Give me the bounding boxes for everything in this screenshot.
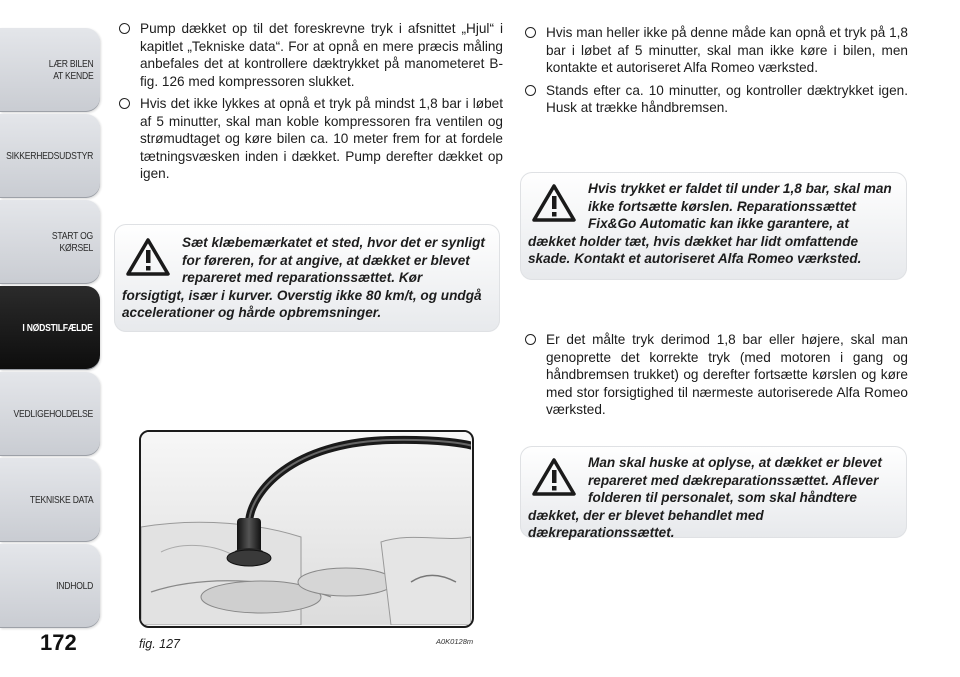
tab-indhold[interactable]: [0, 544, 100, 628]
tab-laer-bilen-at-kende[interactable]: [0, 28, 100, 112]
warning-text: Sæt klæbemærkatet et sted, hvor det er synligt for føreren, for at angive, at dækket er blevet repareret med reparationssættet. Kør forsigtigt, især i kurver. Overstig ikke 80 km/t, og undgå accelerationer og hårde opbremsninger.: [122, 235, 485, 320]
list-item: [117, 95, 503, 183]
tab-i-nodstilfaelde[interactable]: [0, 286, 100, 370]
bullet-icon: [525, 334, 536, 345]
tab-label: SIKKERHEDSUDSTYR: [6, 149, 93, 162]
list-item: [523, 82, 908, 117]
bullet-icon: [119, 23, 130, 34]
tab-label: I NØDSTILFÆLDE: [22, 321, 93, 334]
chapter-sidebar: [0, 0, 103, 677]
list-item-text: Stands efter ca. 10 minutter, og kontroller dæktrykket igen. Husk at trække håndbremsen.: [546, 82, 908, 115]
tab-vedligeholdelse[interactable]: [0, 372, 100, 456]
warning-triangle-icon: [532, 184, 576, 222]
right-column-top: [523, 24, 908, 122]
list-item-text: Pump dækket op til det foreskrevne tryk i afsnittet „Hjul“ i kapitlet „Tekniske data“. For at opnå en mere præcis måling anbefales det at kontrollere dæktrykket på manometeret B-fig. 126 med kompressoren slukket.: [140, 21, 503, 89]
bullet-icon: [119, 98, 130, 109]
warning-text: Man skal huske at oplyse, at dækket er blevet repareret med dækreparationssættet. Aflever folderen til personalet, som skal håndtere dækket, der er blevet behandlet med dækreparationssættet.: [528, 455, 882, 540]
bullet-icon: [525, 27, 536, 38]
tab-start-og-korsel[interactable]: [0, 200, 100, 284]
tab-label: START OG KØRSEL: [51, 229, 93, 254]
tab-label: LÆR BILEN AT KENDE: [48, 57, 93, 82]
warning-text: Hvis trykket er faldet til under 1,8 bar, skal man ikke fortsætte kørslen. Reparationssættet Fix&Go Automatic kan ikke garantere, at dækket holder tæt, hvis dækket har lidt omfattende skade. Kontakt et autoriseret Alfa Romeo værksted.: [528, 181, 892, 266]
list-item-text: Hvis det ikke lykkes at opnå et tryk på mindst 1,8 bar i løbet af 5 minutter, skal man koble kompressoren fra ventilen og strømudtaget og køre bilen ca. 10 meter frem for at fordele tætningsvæsken inden i dækket. Pump derefter dækket op igen.: [140, 96, 503, 181]
warning-triangle-icon: [532, 458, 576, 496]
figure-caption: fig. 127: [139, 637, 181, 651]
tab-label: VEDLIGEHOLDELSE: [13, 407, 93, 420]
list-item: [523, 24, 908, 77]
figure-code: A0K0128m: [436, 637, 474, 646]
right-column-middle: [523, 331, 908, 424]
bullet-icon: [525, 85, 536, 96]
list-item: [117, 20, 503, 90]
tab-tekniske-data[interactable]: [0, 458, 100, 542]
warning-box-inform: [520, 446, 907, 538]
tab-label: TEKNISKE DATA: [29, 493, 93, 506]
power-socket-illustration: [141, 432, 471, 625]
tab-label: INDHOLD: [55, 579, 93, 592]
warning-box-pressure: [520, 172, 907, 280]
warning-box-sticker: [114, 224, 500, 332]
warning-triangle-icon: [126, 238, 170, 276]
tab-sikkerhedsudstyr[interactable]: [0, 114, 100, 198]
left-column: [117, 20, 503, 188]
figure-power-socket: [139, 430, 474, 628]
list-item-text: Er det målte tryk derimod 1,8 bar eller højere, skal man genoprette det korrekte tryk (med motoren i gang og håndbremsen trukket) og derefter fortsætte kørslen og køre med stor forsigtighed til nærmeste autoriserede Alfa Romeo værksted.: [546, 332, 908, 417]
page-number: 172: [40, 630, 77, 655]
list-item-text: Hvis man heller ikke på denne måde kan opnå et tryk på 1,8 bar i løbet af 5 minutter, skal man ikke køre i bilen, men kontakte et autoriseret Alfa Romeo værksted.: [546, 25, 908, 75]
list-item: [523, 331, 908, 419]
